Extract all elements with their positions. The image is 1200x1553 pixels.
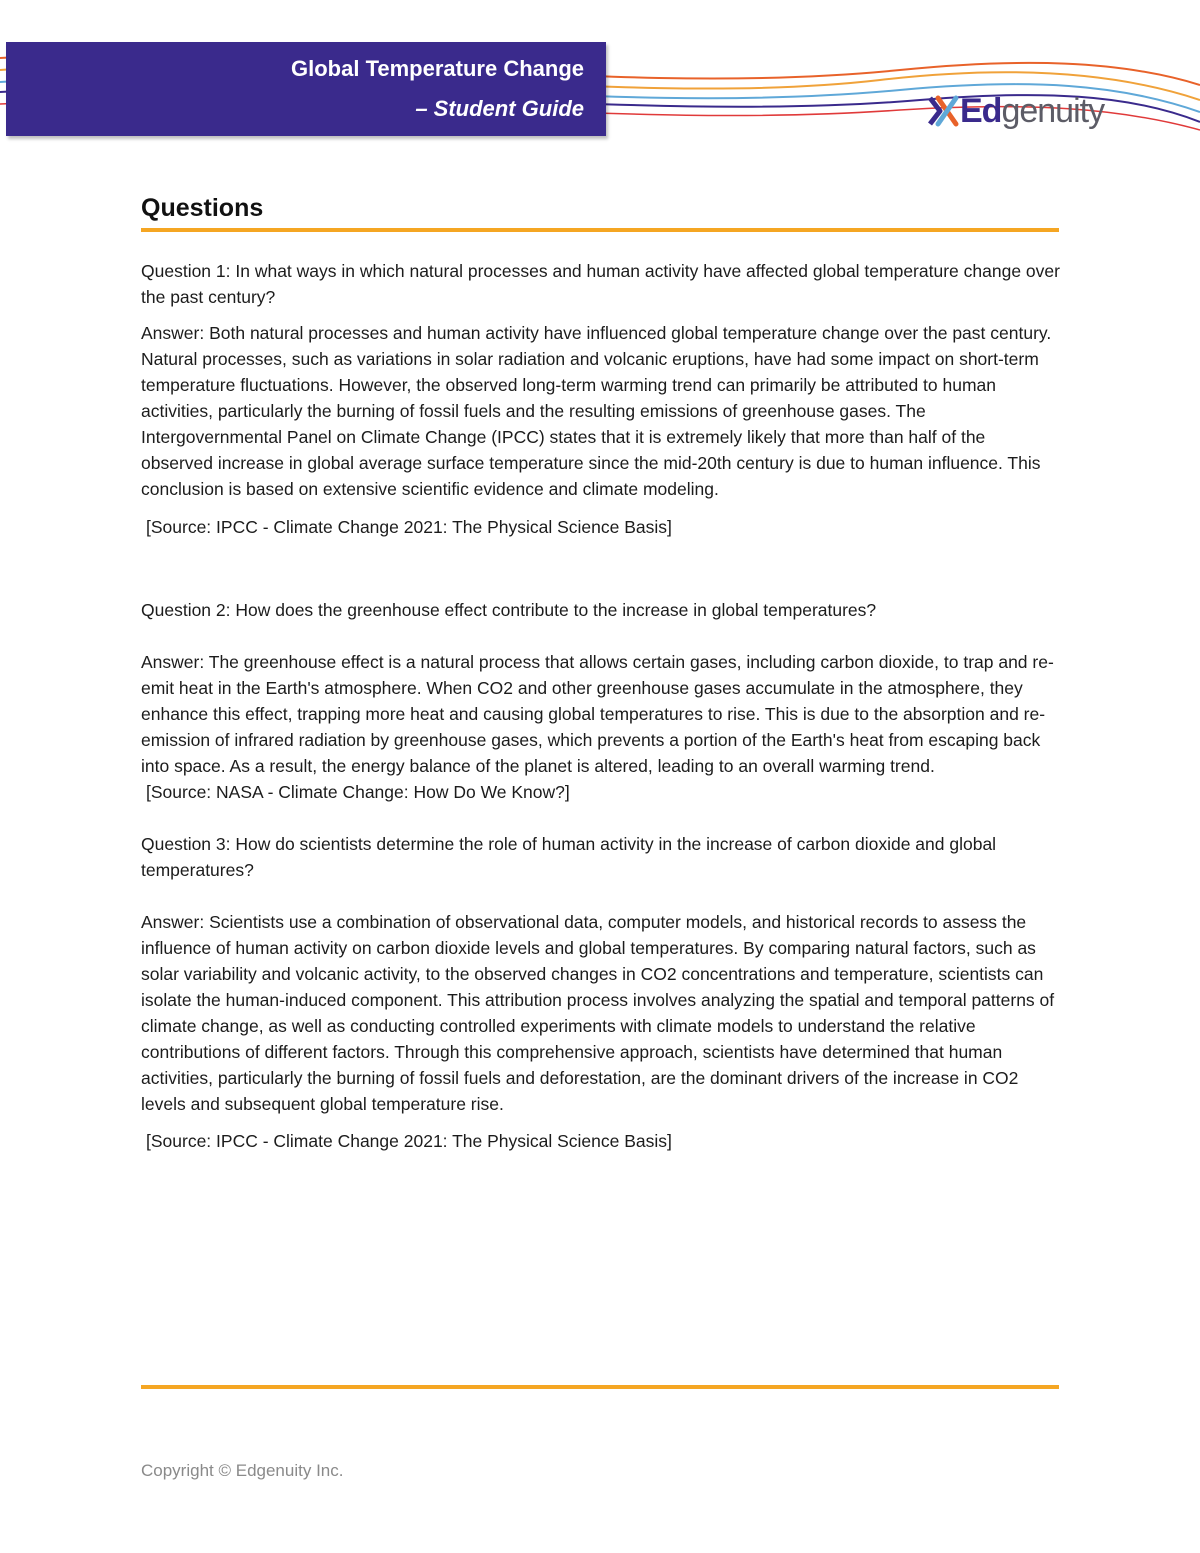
answer-2: Answer: The greenhouse effect is a natural process that allows certain gases, including carbon dioxide, to trap and re-emit heat in the Earth's atmosphere. When CO2 and other greenhouse gases accumulate in the atmosphere, they enhance this effect, trapping more heat and causing global temperatures to rise. This is due to the absorption and re-emission of infrared radiation by greenhouse gases, which prevents a portion of the Earth's heat from escaping back into space. As a result, the energy balance of the planet is altered, leading to an overall warming trend. xyxy=(141,652,1054,776)
section-heading: Questions xyxy=(141,194,264,222)
document-subtitle: – Student Guide xyxy=(415,96,584,121)
source-2: [Source: NASA - Climate Change: How Do We Know?] xyxy=(146,782,570,802)
footer-divider xyxy=(141,1385,1059,1389)
edgenuity-x-icon xyxy=(926,94,960,128)
source-1: [Source: IPCC - Climate Change 2021: The Physical Science Basis] xyxy=(146,517,672,537)
answer-3: Answer: Scientists use a combination of observational data, computer models, and historical records to assess the influence of human activity on carbon dioxide levels and global temperatures. By comparing natural factors, such as solar variability and volcanic activity, to the observed changes in CO2 concentrations and temperature, scientists can isolate the human-induced component. This attribution process involves analyzing the spatial and temporal patterns of climate change, as well as conducting controlled experiments with climate models to understand the relative contributions of different factors. Through this comprehensive approach, scientists have determined that human activities, particularly the burning of fossil fuels and deforestation, are the dominant drivers of the increase in CO2 levels and subsequent global temperature rise. xyxy=(141,912,1055,1114)
answer-1: Answer: Both natural processes and human activity have influenced global temperature change over the past century. Natural processes, such as variations in solar radiation and volcanic eruptions, have had some impact on short-term temperature fluctuations. However, the observed long-term warming trend can primarily be attributed to human activities, particularly the burning of fossil fuels and the resulting emissions of greenhouse gases. The Intergovernmental Panel on Climate Change (IPCC) states that it is extremely likely that more than half of the observed increase in global average surface temperature since the mid-20th century is due to human influence. This conclusion is based on extensive scientific evidence and climate modeling. xyxy=(141,323,1052,499)
source-3: [Source: IPCC - Climate Change 2021: The Physical Science Basis] xyxy=(146,1131,672,1151)
heading-divider xyxy=(141,228,1059,232)
logo-wordmark: Edgenuity xyxy=(960,92,1105,130)
question-1: Question 1: In what ways in which natural processes and human activity have affected global temperature change over the past century? xyxy=(141,261,1060,307)
edgenuity-logo xyxy=(926,91,1104,131)
title-banner xyxy=(6,42,606,136)
copyright-footer: Copyright © Edgenuity Inc. xyxy=(141,1461,344,1480)
main-content xyxy=(141,190,1061,1154)
question-3: Question 3: How do scientists determine the role of human activity in the increase of carbon dioxide and global temperatures? xyxy=(141,834,997,880)
document-title: Global Temperature Change xyxy=(291,56,584,81)
question-2: Question 2: How does the greenhouse effect contribute to the increase in global temperatures? xyxy=(141,600,877,620)
